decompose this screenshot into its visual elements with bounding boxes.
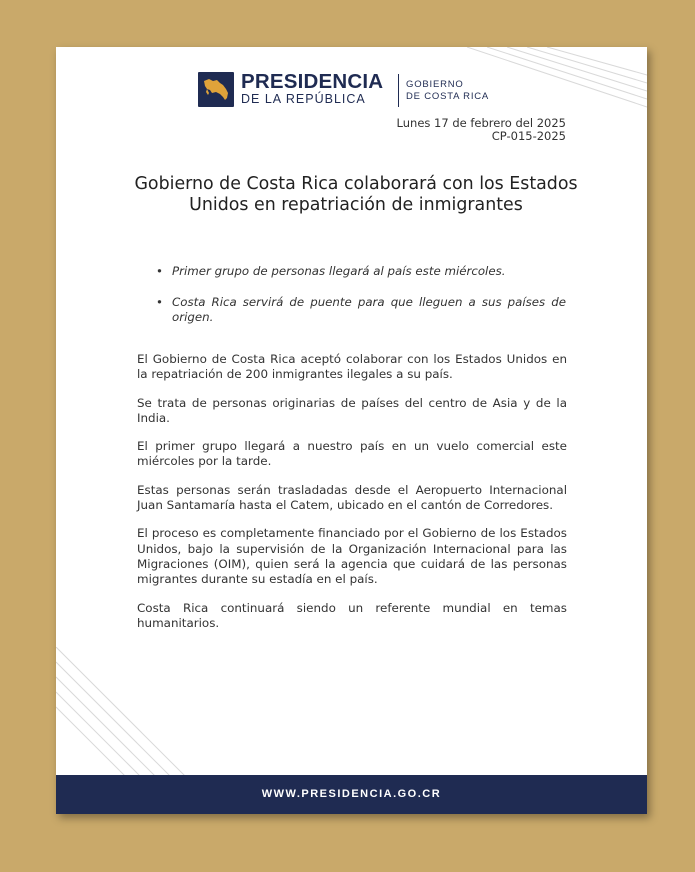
body-paragraph: El proceso es completamente financiado por el Gobierno de los Estados Unidos, bajo la supervisión de la Organización Internacional para las Migraciones (OIM), quien será la agencia que cuidará de las personas migrantes durante su estadía en el país. xyxy=(137,526,567,587)
footer-bar xyxy=(56,775,647,814)
release-body xyxy=(137,352,567,644)
body-paragraph: El primer grupo llegará a nuestro país en un vuelo comercial este miércoles por la tarde. xyxy=(137,439,567,469)
government-label xyxy=(406,79,489,103)
body-paragraph: Se trata de personas originarias de países del centro de Asia y de la India. xyxy=(137,395,567,425)
body-paragraph: Costa Rica continuará siendo un referente mundial en temas humanitarios. xyxy=(137,600,567,630)
costa-rica-map-logo-icon xyxy=(198,72,234,107)
brand-name: PRESIDENCIA xyxy=(241,70,384,93)
headline: Gobierno de Costa Rica colaborará con los Estados Unidos en repatriación de inmigrantes xyxy=(134,174,578,215)
body-paragraph: El Gobierno de Costa Rica aceptó colaborar con los Estados Unidos en la repatriación de 200 inmigrantes ilegales a su país. xyxy=(137,352,567,382)
website-url: WWW.PRESIDENCIA.GO.CR xyxy=(261,788,442,800)
header-divider xyxy=(398,74,399,107)
release-date: Lunes 17 de febrero del 2025 xyxy=(396,116,566,130)
letterhead xyxy=(198,72,518,112)
body-paragraph: Estas personas serán trasladadas desde el Aeropuerto Internacional Juan Santamaría hasta el Catem, ubicado en el cantón de Corredores. xyxy=(137,482,567,513)
government-line-2: DE COSTA RICA xyxy=(406,91,490,102)
press-release-page xyxy=(56,47,647,814)
government-line-1: GOBIERNO xyxy=(406,79,464,90)
brand-subtitle: DE LA REPÚBLICA xyxy=(241,92,366,106)
highlight-item: • Costa Rica servirá de puente para que lleguen a sus países de origen. xyxy=(156,295,566,325)
release-meta xyxy=(397,117,566,143)
release-code: CP-015-2025 xyxy=(491,129,566,143)
highlights-list xyxy=(156,264,566,325)
decorative-lines-bottom-left xyxy=(56,647,206,777)
highlight-item: • Primer grupo de personas llegará al país este miércoles. xyxy=(156,264,566,279)
